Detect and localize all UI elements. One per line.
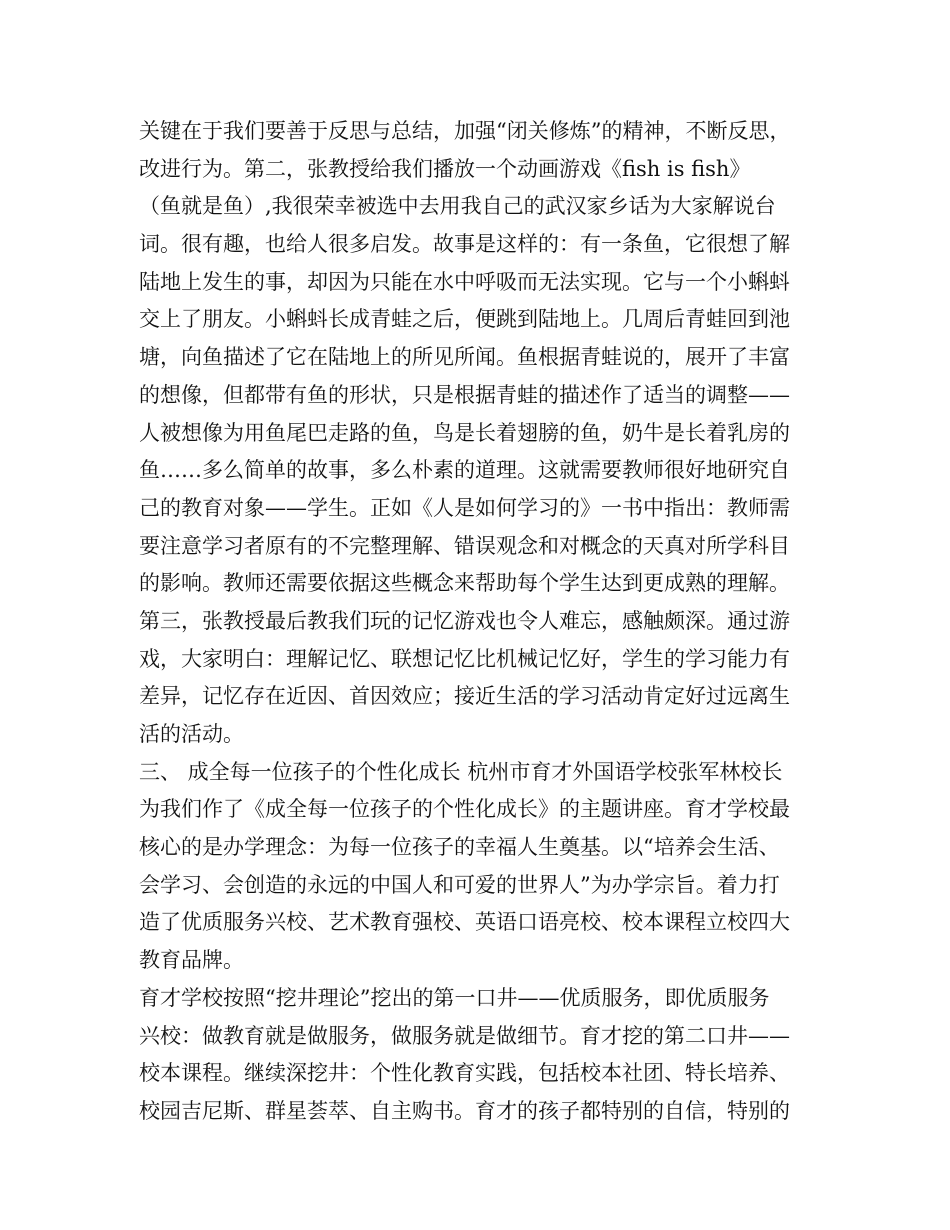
text-line: 戏，大家明白：理解记忆、联想记忆比机械记忆好，学生的学习能力有 [139, 646, 790, 671]
text-line: 的想像，但都带有鱼的形状，只是根据青蛙的描述作了适当的调整—— [139, 382, 790, 407]
text-line: 活的活动。 [139, 722, 244, 746]
text-line: 词。很有趣，也给人很多启发。故事是这样的：有一条鱼，它很想了解 [139, 232, 790, 257]
text-line: 差异，记忆存在近因、首因效应；接近生活的学习活动肯定好过远离生 [139, 684, 790, 709]
text-line: 要注意学习者原有的不完整理解、错误观念和对概念的天真对所学科目 [139, 533, 790, 558]
text-line: 陆地上发生的事，却因为只能在水中呼吸而无法实现。它与一个小蝌蚪 [139, 269, 790, 294]
section-heading-line: 三、 成全每一位孩子的个性化成长 杭州市育才外国语学校张军林校长 [139, 759, 783, 784]
text-line: 教育品牌。 [139, 948, 244, 973]
text-line: 第三，张教授最后教我们玩的记忆游戏也令人难忘，感触颇深。通过游 [139, 608, 790, 633]
text-line: 兴校：做教育就是做服务，做服务就是做细节。育才挖的第二口井—— [139, 1023, 790, 1048]
text-line: 会学习、会创造的永远的中国人和可爱的世界人”为办学宗旨。着力打 [139, 872, 780, 897]
text-line: 校本课程。继续深挖井：个性化教育实践，包括校本社团、特长培养、 [139, 1061, 790, 1086]
text-line: 交上了朋友。小蝌蚪长成青蛙之后，便跳到陆地上。几周后青蛙回到池 [139, 307, 790, 332]
text-line: （鱼就是鱼）,我很荣幸被选中去用我自己的武汉家乡话为大家解说台 [139, 194, 776, 219]
text-line: 己的教育对象——学生。正如《人是如何学习的》一书中指出：教师需 [139, 495, 790, 520]
text-line: 鱼……多么简单的故事，多么朴素的道理。这就需要教师很好地研究自 [139, 458, 790, 483]
text-line: 育才学校按照“挖井理论”挖出的第一口井——优质服务，即优质服务 [139, 985, 770, 1010]
text-line: 为我们作了《成全每一位孩子的个性化成长》的主题讲座。育才学校最 [139, 797, 790, 822]
text-line: 塘，向鱼描述了它在陆地上的所见所闻。鱼根据青蛙说的，展开了丰富 [139, 345, 790, 370]
text-line: 人被想像为用鱼尾巴走路的鱼，鸟是长着翅膀的鱼，奶牛是长着乳房的 [139, 420, 790, 445]
body-text [139, 113, 839, 1131]
text-line: 的影响。教师还需要依据这些概念来帮助每个学生达到更成熟的理解。 [139, 571, 790, 596]
text-line: 校园吉尼斯、群星荟萃、自主购书。育才的孩子都特别的自信，特别的 [139, 1098, 790, 1123]
text-line: 关键在于我们要善于反思与总结，加强“闭关修炼”的精神，不断反思， [139, 119, 791, 143]
text-line: 改进行为。第二，张教授给我们播放一个动画游戏《fish is fish》 [139, 156, 751, 181]
text-line: 核心的是办学理念：为每一位孩子的幸福人生奠基。以“培养会生活、 [139, 835, 780, 860]
text-line: 造了优质服务兴校、艺术教育强校、英语口语亮校、校本课程立校四大 [139, 910, 790, 935]
